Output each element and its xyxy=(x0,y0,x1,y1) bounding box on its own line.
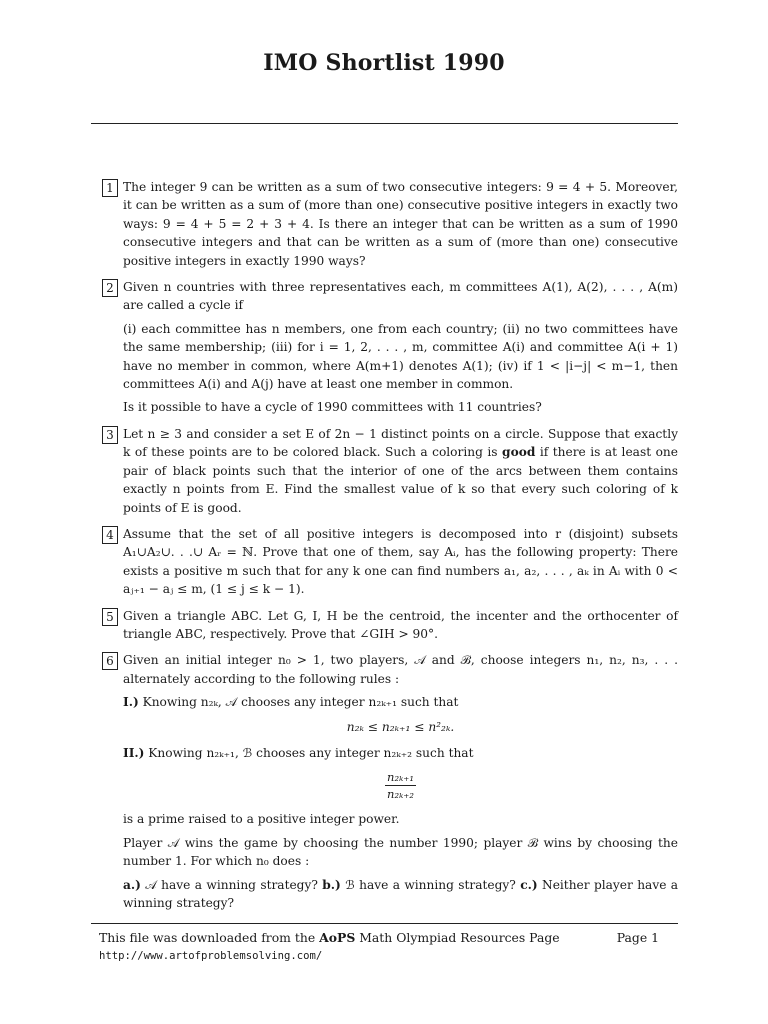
problem-text: Assume that the set of all positive integers is decomposed into r (disjoint) subsets A₁∪A₂∪. . .∪ Aᵣ = ℕ. Prove that one of them, say Aᵢ, has the following property: There exists a positive m such that for any k one can find numbers a₁, a₂, . . . , aₖ in Aᵢ with 0 < aⱼ₊₁ − aⱼ ≤ m, (1 ≤ j ≤ k − 1). xyxy=(123,526,678,597)
problem-body xyxy=(123,651,678,912)
question-b: ℬ have a winning strategy? xyxy=(345,877,516,892)
problem-3 xyxy=(102,425,678,517)
rule-two-fraction xyxy=(123,768,678,802)
bold-term: good xyxy=(502,445,536,460)
rule-label: I.) xyxy=(123,695,139,710)
problem-number-box: 6 xyxy=(102,652,118,670)
problem-text: Given n countries with three representatives each, m committees A(1), A(2), . . . , A(m) are called a cycle if xyxy=(123,280,678,313)
rule-two xyxy=(123,744,678,762)
problem-4 xyxy=(102,525,678,599)
problem-intro: Given an initial integer n₀ > 1, two players, 𝒜 and ℬ, choose integers n₁, n₂, n₃, . . . alternately according to the following rules : xyxy=(123,653,678,686)
problem-number-box: 4 xyxy=(102,526,118,544)
rule-text: Knowing n₂ₖ, 𝒜 chooses any integer n₂ₖ₊₁ such that xyxy=(142,695,459,710)
rule-text: Knowing n₂ₖ₊₁, ℬ chooses any integer n₂ₖ₊₂ such that xyxy=(148,745,474,760)
footer-brand: AoPS xyxy=(319,930,356,945)
rule-two-continuation: is a prime raised to a positive integer power. xyxy=(123,812,400,827)
problem-body xyxy=(123,425,678,517)
problem-1 xyxy=(102,178,678,270)
problem-number-box: 5 xyxy=(102,608,118,626)
footer-source xyxy=(99,929,560,947)
question-label-b: b.) xyxy=(322,877,341,892)
problem-body xyxy=(123,525,678,599)
rule-one-formula: n₂ₖ ≤ n₂ₖ₊₁ ≤ n²₂ₖ. xyxy=(346,719,455,734)
question-c: Neither player have a winning strategy? xyxy=(123,877,679,910)
rule-one xyxy=(123,693,678,711)
question-a: 𝒜 have a winning strategy? xyxy=(145,877,318,892)
problem-body xyxy=(123,607,678,644)
footer-prefix: This file was downloaded from the xyxy=(99,930,316,945)
problem-question: Is it possible to have a cycle of 1990 committees with 11 countries? xyxy=(123,400,542,415)
fraction xyxy=(385,769,416,802)
problem-text-part: Let n ≥ 3 and consider a set E of 2n − 1 distinct points on a circle. Suppose that exactly k of these points are to be colored black. Such a coloring is xyxy=(123,426,678,460)
problem-conditions: (i) each committee has n members, one from each country; (ii) no two committees have the same membership; (iii) for i = 1, 2, . . . , m, committee A(i) and committee A(i + 1) have no member in common, where A(m+1) denotes A(1); (iv) if 1 < |i−j| < m−1, then committees A(i) and A(j) have at least one member in common. xyxy=(123,321,678,392)
problem-5 xyxy=(102,607,678,644)
rule-label: II.) xyxy=(123,745,145,760)
footer-link[interactable]: http://www.artofproblemsolving.com/ xyxy=(99,950,323,962)
problem-body xyxy=(123,278,678,417)
footer-url xyxy=(99,947,659,965)
fraction-numerator: n₂ₖ₊₁ xyxy=(387,770,414,785)
problem-list xyxy=(102,178,678,920)
problem-number-box: 2 xyxy=(102,279,118,297)
page-footer xyxy=(99,929,659,965)
problem-text xyxy=(123,425,678,517)
header-rule xyxy=(91,123,678,124)
problem-number-box: 1 xyxy=(102,179,118,197)
problem-text: The integer 9 can be written as a sum of two consecutive integers: 9 = 4 + 5. Moreover, it can be written as a sum of (more than one) consecutive positive integers in exactly two ways: 9 = 4 + 5 = 2 + 3 + 4. Is there an integer that can be written as a sum of 1990 consecutive integers and that can be written as a sum of (more than one) consecutive positive integers in exactly 1990 ways? xyxy=(123,180,678,268)
footer-rule xyxy=(91,923,678,924)
page-number: Page 1 xyxy=(616,930,659,945)
footer-suffix: Math Olympiad Resources Page xyxy=(359,930,560,945)
problem-body xyxy=(123,178,678,270)
footer-line xyxy=(99,929,659,947)
sub-questions xyxy=(123,876,678,913)
fraction-denominator: n₂ₖ₊₂ xyxy=(387,787,414,802)
document-title: IMO Shortlist 1990 xyxy=(263,50,505,76)
game-outcome: Player 𝒜 wins the game by choosing the number 1990; player ℬ wins by choosing the number 1. For which n₀ does : xyxy=(123,835,678,869)
problem-2 xyxy=(102,278,678,417)
question-label-c: c.) xyxy=(520,877,538,892)
problem-text-part: if there is at least one pair of black points such that the interior of one of the arcs between them contains exactly n points from E. Find the smallest value of k so that every such coloring of k points of E is good. xyxy=(123,445,678,515)
problem-text: Given a triangle ABC. Let G, I, H be the centroid, the incenter and the orthocenter of triangle ABC, respectively. Prove that ∠GIH > 90°. xyxy=(123,608,678,641)
question-label-a: a.) xyxy=(123,877,141,892)
problem-number-box: 3 xyxy=(102,426,118,444)
problem-6 xyxy=(102,651,678,912)
